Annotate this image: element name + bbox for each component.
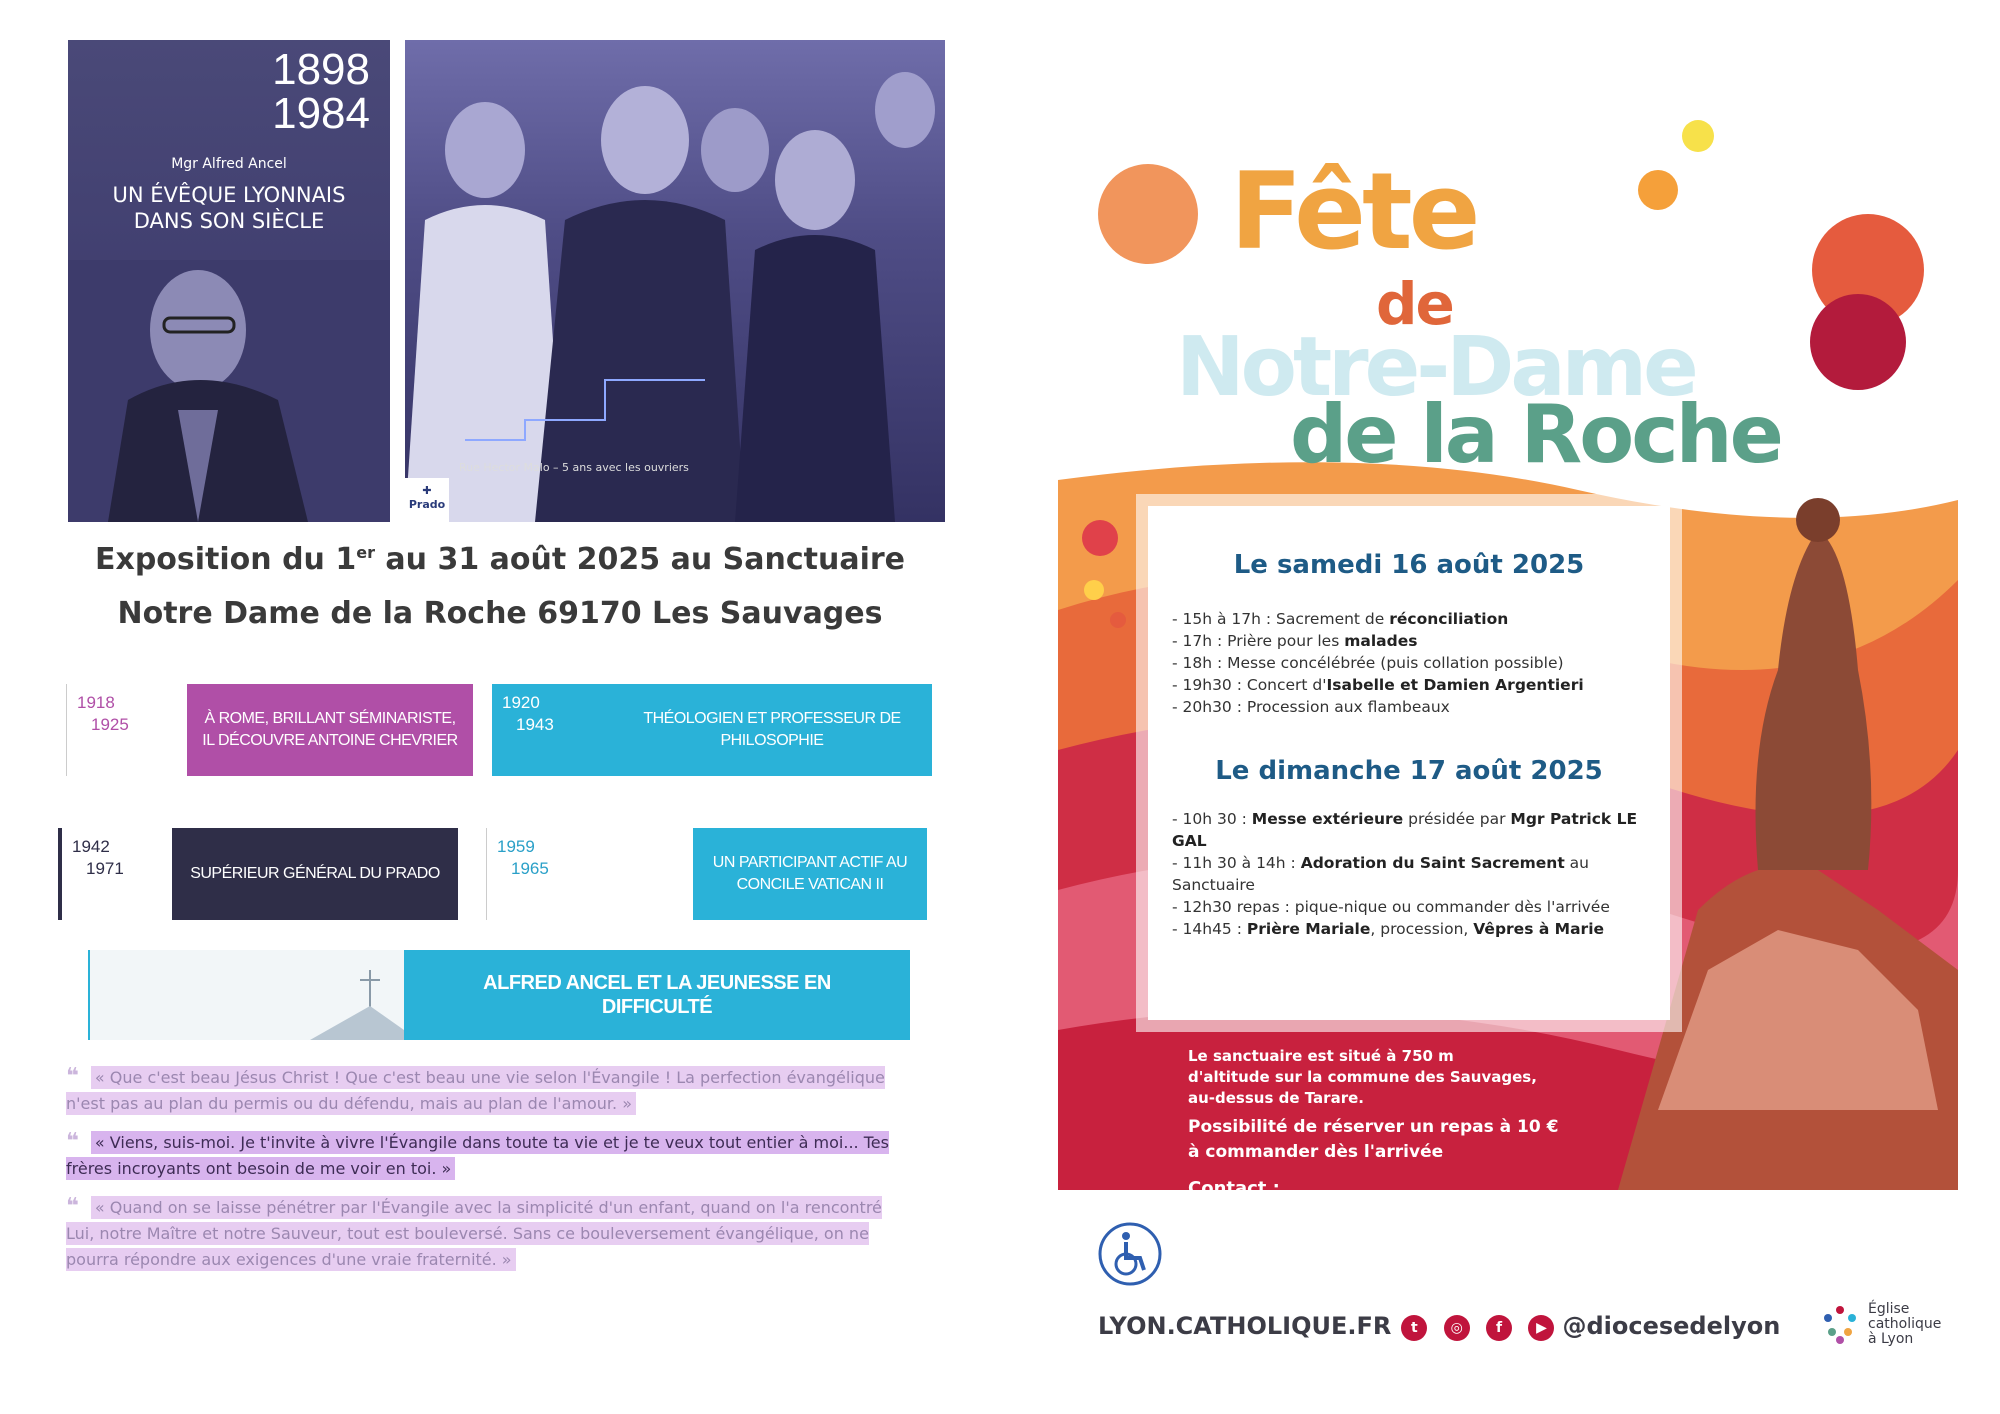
book-author: Mgr Alfred Ancel [171, 156, 287, 172]
prado-logo-text: Prado [408, 498, 446, 511]
book-title-line-1: UN ÉVÊQUE LYONNAIS [112, 183, 346, 207]
info-line: Le sanctuaire est situé à 750 m [1188, 1047, 1454, 1065]
timeline-title-3: SUPÉRIEUR GÉNÉRAL DU PRADO [172, 828, 458, 920]
sunday-heading: Le dimanche 17 août 2025 [1215, 756, 1603, 786]
sunday-item-text: - 10h 30 : [1172, 810, 1252, 828]
saturday-item [1172, 630, 1670, 652]
timeline-band-2 [492, 684, 932, 776]
diocese-name [1868, 1302, 1941, 1347]
contact-phone[interactable]: 06 82 79 43 62 [1188, 1230, 1339, 1251]
social-icons [1397, 1310, 1558, 1341]
timeline-year-2-end: 1943 [516, 715, 554, 734]
timeline-title-1: À ROME, BRILLANT SÉMINARISTE, IL DÉCOUVRE ANTOINE CHEVRIER [187, 684, 473, 776]
timeline-band-3 [58, 828, 458, 920]
book-year-end: 1984 [272, 89, 370, 138]
sunday-item-bold: Vêpres à Marie [1473, 920, 1605, 938]
contact-block [1188, 1176, 1464, 1254]
sunday-list [1172, 808, 1670, 940]
facebook-icon[interactable]: f [1486, 1315, 1512, 1341]
sunday-item-bold: Mgr Patrick LE GAL [1172, 810, 1638, 850]
timeline-year-4-end: 1965 [511, 859, 549, 878]
program-box [1148, 506, 1670, 1020]
twitter-icon[interactable]: t [1401, 1315, 1427, 1341]
saturday-item [1172, 696, 1670, 718]
sunday-item-text: , procession, [1370, 920, 1474, 938]
quote-3 [66, 1194, 906, 1273]
timeline-band-4 [486, 828, 927, 920]
timeline-band-1 [66, 684, 473, 776]
sunday-item-bold: Prière Mariale [1246, 920, 1371, 938]
sanctuary-name: Sanctuaire Notre-Dame de la Roche [1525, 1212, 1920, 1237]
sunday-item-bold: Adoration du Saint Sacrement [1300, 854, 1565, 872]
saturday-item-text: - 18h : Messe concélébrée (puis collation possible) [1172, 654, 1564, 672]
saturday-item-text: - 17h : Prière pour les [1172, 632, 1345, 650]
saturday-item-text: - 19h30 : Concert d' [1172, 676, 1327, 694]
youtube-icon[interactable]: ▶ [1528, 1315, 1554, 1341]
book-years [272, 45, 370, 138]
timeline-years-1 [67, 684, 187, 776]
diocese-line: catholique [1868, 1316, 1942, 1332]
sunday-item [1172, 896, 1670, 918]
prado-cross-icon: ✚ [422, 484, 432, 497]
expo-line1-b: au 31 août 2025 au Sanctuaire [374, 542, 906, 577]
saturday-list [1172, 608, 1670, 718]
wheelchair-icon [1096, 1220, 1164, 1288]
prado-logo [405, 478, 449, 522]
diocese-logo-icon [1816, 1300, 1864, 1348]
expo-line1-a: Exposition du 1 [94, 542, 357, 577]
saturday-item [1172, 674, 1670, 696]
meal-info [1188, 1115, 1608, 1165]
sunday-item-text: présidée par [1403, 810, 1511, 828]
quote-2-text: « Viens, suis-moi. Je t'invite à vivre l'Évangile dans toute ta vie et je te veux tout entier à moi... Tes frères incroyants ont besoin de me voir en toi. » [66, 1133, 889, 1178]
website-link[interactable]: LYON.CATHOLIQUE.FR [1098, 1311, 1392, 1340]
timeline-years-2 [492, 684, 612, 776]
timeline-years-4 [487, 828, 693, 920]
sanctuary-city: 69170 LES SAUVAGES [1525, 1242, 1768, 1267]
timeline-title-2: THÉOLOGIEN ET PROFESSEUR DE PHILOSOPHIE [643, 710, 901, 749]
book-title-line-2: DANS SON SIÈCLE [133, 209, 325, 233]
sanctuary-info [1188, 1046, 1608, 1165]
saturday-item-bold: malades [1344, 632, 1418, 650]
quote-2 [66, 1129, 906, 1182]
timeline-title-4: UN PARTICIPANT ACTIF AU CONCILE VATICAN II [693, 828, 927, 920]
saturday-item-text: - 20h30 : Procession aux flambeaux [1172, 698, 1450, 716]
book-cover [68, 40, 390, 522]
saturday-heading: Le samedi 16 août 2025 [1233, 550, 1585, 580]
timeline-year-1-start: 1918 [77, 693, 115, 712]
quote-3-text: « Quand on se laisse pénétrer par l'Évangile avec la simplicité d'un enfant, quand on l'a rencontré Lui, notre Maître et notre Sauveur, tout est bouleversé. Sans ce bouleversement évangélique, on ne pourra répondre aux exigences d'une vraie fraternité. » [66, 1198, 882, 1269]
group-photo [405, 40, 945, 522]
saturday-item [1172, 608, 1670, 630]
timeline-year-3-start: 1942 [72, 837, 110, 856]
saturday-item-text: - 15h à 17h : Sacrement de [1172, 610, 1390, 628]
quote-mark-icon: ❝ [66, 1064, 79, 1089]
sunday-item-text: au Sanctuaire [1172, 854, 1589, 894]
sanctuary-address [1525, 1210, 1919, 1270]
photo-caption: Rue Hector Malo – 5 ans avec les ouvriers [459, 461, 689, 474]
timeline-title-5: ALFRED ANCEL ET LA JEUNESSE EN DIFFICULTÉ [404, 950, 910, 1040]
social-handle[interactable]: @diocesedelyon [1562, 1311, 1781, 1340]
quotes-block [66, 1064, 906, 1304]
title-de: de [1376, 270, 1453, 338]
timeline-years-3 [62, 828, 172, 920]
church-icon [90, 950, 404, 1040]
sunday-item-text: - 12h30 repas : pique-nique ou commander dès l'arrivée [1172, 898, 1610, 916]
sunday-item [1172, 852, 1670, 896]
saturday-item-bold: Isabelle et Damien Argentieri [1326, 676, 1584, 694]
diocese-line: à Lyon [1868, 1331, 1914, 1347]
timeline-year-3-end: 1971 [86, 859, 124, 878]
saturday-item-bold: réconciliation [1389, 610, 1509, 628]
title-fete: Fête [1230, 150, 1477, 273]
sunday-item-text: - 14h45 : [1172, 920, 1247, 938]
exposition-place: Notre Dame de la Roche 69170 Les Sauvages [117, 596, 883, 631]
timeline-year-1-end: 1925 [91, 715, 129, 734]
workers-photo [405, 40, 945, 522]
diocese-line: Église [1868, 1301, 1910, 1317]
meal-line: à commander dès l'arrivée [1188, 1142, 1444, 1162]
wheelchair-access-icon [1096, 1220, 1164, 1288]
quote-1-text: « Que c'est beau Jésus Christ ! Que c'est beau une vie selon l'Évangile ! La perfection évangélique n'est pas au plan du permis ou du défendu, mais au plan de l'amour. » [66, 1068, 885, 1113]
church-thumbnail [90, 950, 404, 1040]
book-title [68, 182, 390, 234]
book-year-start: 1898 [272, 45, 370, 94]
title-de-la-roche: de la Roche [1290, 388, 1781, 481]
footer-links [1098, 1310, 1780, 1341]
exposition-dates [60, 542, 940, 577]
sunday-item-text: - 11h 30 à 14h : [1172, 854, 1301, 872]
timeline-band-5 [88, 950, 910, 1040]
timeline-year-4-start: 1959 [497, 837, 535, 856]
contact-label: Contact : [1188, 1178, 1280, 1199]
quote-1 [66, 1064, 906, 1117]
expo-line1-sup: er [356, 543, 375, 562]
quote-mark-icon: ❝ [66, 1194, 79, 1219]
instagram-icon[interactable]: ◎ [1444, 1315, 1470, 1341]
meal-line: Possibilité de réserver un repas à 10 € [1188, 1117, 1559, 1137]
info-line: au-dessus de Tarare. [1188, 1089, 1364, 1107]
info-line: d'altitude sur la commune des Sauvages, [1188, 1068, 1537, 1086]
contact-email[interactable]: dom.guillaumee@orange.fr [1188, 1204, 1465, 1225]
quote-mark-icon: ❝ [66, 1129, 79, 1154]
saturday-item [1172, 652, 1670, 674]
sunday-item-bold: Messe extérieure [1251, 810, 1404, 828]
sunday-item [1172, 808, 1670, 852]
bishop-portrait [68, 260, 390, 522]
title-notre-dame: Notre-Dame [1176, 320, 1695, 415]
sunday-item [1172, 918, 1670, 940]
timeline-year-2-start: 1920 [502, 693, 540, 712]
